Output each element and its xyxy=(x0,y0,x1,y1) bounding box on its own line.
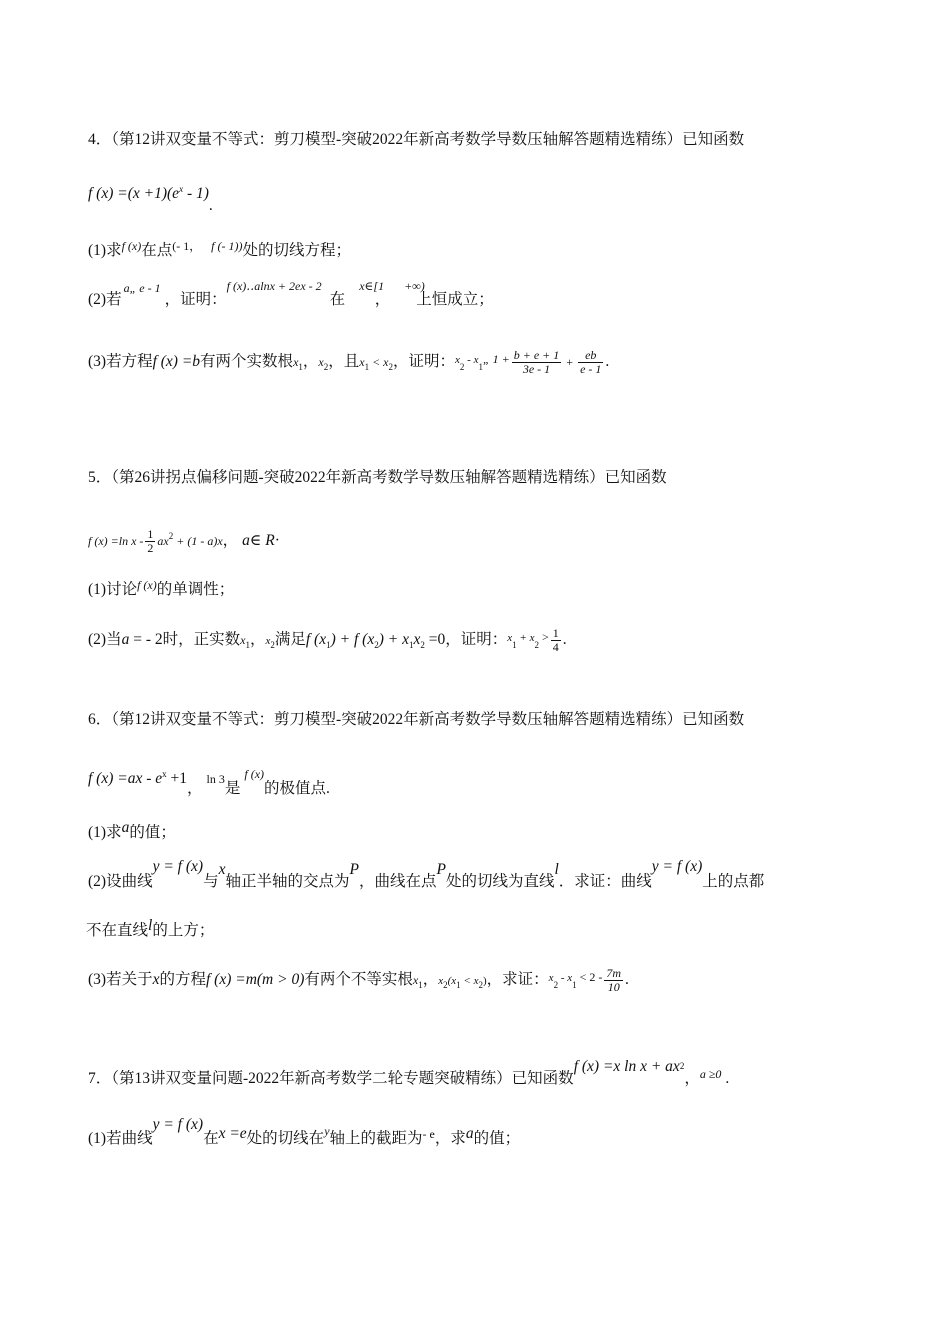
subscript: 2 xyxy=(420,640,425,651)
subscript: 1 xyxy=(408,640,414,651)
subscript: 1 xyxy=(245,640,250,651)
math-expr: +∞) xyxy=(404,279,425,293)
numerator: 7m xyxy=(606,966,622,980)
problem-7-header xyxy=(88,1058,730,1090)
text: ， xyxy=(302,353,319,371)
problem-4-part-2: (2)若$^{a„}$ $^{e - 1}$，证明：$^{f (x)‥alnx + 2ex - 2}$在$^{x\in[1}$ +∞)， 上恒成立； xyxy=(88,279,494,308)
math-expr: f (x) =b xyxy=(152,353,201,371)
math-expr: - e xyxy=(422,1127,435,1141)
variable: a xyxy=(121,631,130,649)
denominator: 10 xyxy=(607,980,620,994)
text: ， xyxy=(684,1070,700,1088)
problem-6-part-2 xyxy=(88,858,765,893)
problem-number: 5． xyxy=(88,469,112,486)
problem-7-part-1 xyxy=(88,1116,521,1150)
problem-4-part-1 xyxy=(88,240,351,262)
text: ，求 xyxy=(434,1130,466,1147)
text: ，求证： xyxy=(486,971,549,989)
subscript: 2 xyxy=(553,980,559,991)
problem-number: 4． xyxy=(88,131,112,148)
text: 有两个实数根 xyxy=(200,353,294,371)
subscript: 1 xyxy=(298,362,303,373)
fraction xyxy=(512,349,562,376)
problem-6-part-2-cont xyxy=(86,917,215,942)
part-label: (1)讨论 xyxy=(88,581,138,598)
math-expr: ) + x xyxy=(378,631,409,649)
math-expr: a xyxy=(123,281,130,295)
variable: x xyxy=(152,971,160,989)
part-label: (1)求 xyxy=(88,242,122,259)
text: 轴上的截距为 xyxy=(329,1130,423,1147)
variable: l xyxy=(148,917,153,934)
part-label: (1)若曲线 xyxy=(88,1130,153,1147)
variable: x xyxy=(507,632,513,645)
problem-5-header xyxy=(88,467,667,489)
text: 处的切线方程； xyxy=(242,242,351,259)
part-label: (1)求 xyxy=(88,824,122,841)
operator: > xyxy=(538,630,549,645)
math-expr: x xyxy=(413,631,421,649)
period: . xyxy=(625,971,629,989)
variable: x xyxy=(359,355,365,370)
subscript: 1 xyxy=(478,362,483,373)
exponent: x xyxy=(162,769,167,779)
problem-5-part-1 xyxy=(88,579,234,601)
problem-4-header xyxy=(88,129,744,151)
math-expr: y = f (x) xyxy=(651,858,703,875)
variable: P xyxy=(349,861,359,878)
math-expr: ) xyxy=(482,975,487,988)
problem-source: （第12讲双变量不等式：剪刀模型-突破2022年新高考数学导数压轴解答题精选精练）已知函数 xyxy=(111,131,745,148)
exponent: 2 xyxy=(679,1061,685,1071)
variable: x xyxy=(318,355,324,370)
denominator: 4 xyxy=(552,640,559,654)
fraction xyxy=(604,967,623,994)
text: 在 xyxy=(203,1130,219,1147)
exponent: 2 xyxy=(168,531,174,541)
subscript: 1 xyxy=(512,640,517,651)
text: 的上方； xyxy=(152,922,215,939)
exponent: x xyxy=(179,184,184,194)
subscript: 1 xyxy=(364,362,370,373)
problem-4-part-3 xyxy=(88,349,609,378)
subscript: 2 xyxy=(270,640,275,651)
math-expr: ln 3 xyxy=(206,772,225,787)
problem-number: 6． xyxy=(88,711,112,728)
function-part: + (1 - a)x xyxy=(173,534,223,549)
math-expr: f (x) xyxy=(121,239,142,253)
problem-6-part-3 xyxy=(88,967,629,996)
math-expr: f (x) =m(m > 0) xyxy=(205,971,305,989)
subscript: 2 xyxy=(459,362,465,373)
part-label: (2)设曲线 xyxy=(88,873,153,890)
problem-5-part-2 xyxy=(88,627,567,656)
text: 不在直线 xyxy=(86,922,149,939)
text: 时，正实数 xyxy=(162,631,241,649)
text: 在点 xyxy=(141,242,173,259)
math-expr: f (x) xyxy=(137,578,157,592)
problem-6-part-1 xyxy=(88,819,176,844)
text: 的值； xyxy=(473,1130,521,1147)
subscript: 1 xyxy=(418,980,423,991)
math-expr: f (- 1)) xyxy=(211,239,243,253)
variable: x xyxy=(293,355,299,370)
text: 处的切线为直线 xyxy=(445,873,555,890)
text: 的方程 xyxy=(159,971,206,989)
variable: - x xyxy=(464,354,479,367)
variable: x xyxy=(548,972,554,985)
part-label: (2)当 xyxy=(88,631,122,649)
math-expr: y = f (x) xyxy=(152,1116,204,1133)
variable: a xyxy=(465,1125,474,1142)
variable: a xyxy=(121,819,130,836)
problem-4-function: f $(x) =(x +1)(e^x - 1)$. xyxy=(88,184,213,215)
variable: P xyxy=(436,861,446,878)
subscript: 2 xyxy=(374,640,379,651)
operator: + xyxy=(563,355,577,370)
math-expr: =0 xyxy=(424,631,446,649)
math-expr: (- 1， xyxy=(172,239,202,253)
function-def: f (x) =ax - e xyxy=(88,770,163,788)
text: ，证明： xyxy=(445,631,508,649)
fraction xyxy=(145,528,155,555)
subscript: 2 xyxy=(388,362,394,373)
text: 上恒成立； xyxy=(416,291,494,308)
problem-source: （第12讲双变量不等式：剪刀模型-突破2022年新高考数学导数压轴解答题精选精练）已知函数 xyxy=(111,711,745,728)
text: ，证明： xyxy=(393,353,456,371)
problem-5-function xyxy=(88,525,280,555)
variable: x xyxy=(240,633,246,648)
function-tail: - 1) xyxy=(183,185,209,203)
text: ，曲线在点 xyxy=(358,873,437,890)
function-part: ax xyxy=(157,534,169,549)
function-def: f (x) =ln x - xyxy=(88,534,144,549)
text: ， xyxy=(187,780,203,798)
math-expr: e - 1 xyxy=(136,281,161,295)
math-expr: y = f (x) xyxy=(152,858,204,875)
part-label: (3)若关于 xyxy=(88,971,153,989)
period: . xyxy=(562,631,567,649)
numerator: b + e + 1 xyxy=(513,348,560,362)
period: · xyxy=(274,532,280,550)
fraction xyxy=(578,349,603,376)
variable: < x xyxy=(369,355,389,370)
text: 是 xyxy=(224,780,241,798)
text: 上的点都 xyxy=(702,873,765,890)
text: ， xyxy=(374,291,391,308)
text: ， xyxy=(222,532,239,550)
problem-6-function xyxy=(88,763,330,798)
variable: x xyxy=(438,975,444,988)
math-expr: = - 2 xyxy=(129,631,163,649)
denominator: e - 1 xyxy=(580,362,602,376)
text: ，证明： xyxy=(164,291,227,308)
variable: l xyxy=(554,861,559,878)
period: . xyxy=(725,1070,730,1088)
fraction xyxy=(551,627,561,654)
variable: x xyxy=(412,973,419,988)
math-expr: ) + f (x xyxy=(330,631,375,649)
problem-source: （第26讲拐点偏移问题-突破2022年新高考数学导数压轴解答题精选精练）已知函数 xyxy=(111,469,667,486)
period: . xyxy=(605,353,610,371)
text: 的极值点. xyxy=(264,780,330,798)
subscript: 1 xyxy=(572,980,577,991)
problem-6-header xyxy=(88,709,744,731)
math-expr: < x xyxy=(460,975,479,988)
subscript: 1 xyxy=(456,980,461,991)
subscript: 2 xyxy=(478,980,483,991)
variable: x xyxy=(455,354,460,367)
math-expr: f (x) xyxy=(244,767,265,782)
subscript: 1 xyxy=(326,640,331,651)
text: ，且 xyxy=(328,353,360,371)
denominator: 2 xyxy=(147,541,154,556)
text: 轴正半轴的交点为 xyxy=(225,873,350,890)
math-expr: f (x xyxy=(305,631,327,649)
part-label: (2)若 xyxy=(88,291,122,308)
variable: x xyxy=(265,635,271,648)
text: 的单调性； xyxy=(156,581,235,598)
math-expr: f (x)‥alnx + 2ex - 2 xyxy=(226,279,322,293)
text: 处的切线在 xyxy=(246,1130,325,1147)
problem-source: （第13讲双变量问题-2022年新高考数学二轮专题突破精练）已知函数 xyxy=(111,1070,574,1088)
problem-number: 7． xyxy=(88,1070,112,1088)
numerator: 1 xyxy=(147,527,154,542)
domain-expr: a∈ R xyxy=(242,532,275,550)
subscript: 2 xyxy=(443,980,448,991)
math-expr: x =e xyxy=(218,1125,247,1142)
math-expr: (x xyxy=(447,975,457,988)
math-expr: x∈[1 xyxy=(359,279,385,293)
numerator: 1 xyxy=(552,626,559,640)
part-label: (3)若方程 xyxy=(88,353,153,371)
text: ．求证：曲线 xyxy=(558,873,652,890)
subscript: 2 xyxy=(534,640,539,651)
text: 在 xyxy=(329,291,346,308)
variable: x xyxy=(218,861,226,878)
text: 有两个不等实根 xyxy=(304,971,413,989)
function-def: f (x) =x ln x + ax xyxy=(573,1058,680,1076)
text: ， xyxy=(249,631,266,649)
function-def: f (x) =(x +1)(e xyxy=(88,185,180,203)
variable: - x xyxy=(558,972,573,985)
denominator: 3e - 1 xyxy=(522,362,551,376)
text: 与 xyxy=(203,873,219,890)
subscript: 2 xyxy=(323,362,329,373)
math-expr: „ 1 + xyxy=(482,352,510,367)
math-expr: a ≥0 xyxy=(699,1067,722,1082)
text: ， xyxy=(422,971,439,989)
function-tail: +1 xyxy=(166,770,188,788)
variable: + x xyxy=(516,632,535,645)
variable: y xyxy=(324,1124,330,1138)
math-expr: < 2 - xyxy=(576,970,603,985)
numerator: eb xyxy=(578,349,603,363)
text: 满足 xyxy=(274,631,306,649)
text: 的值； xyxy=(129,824,176,841)
